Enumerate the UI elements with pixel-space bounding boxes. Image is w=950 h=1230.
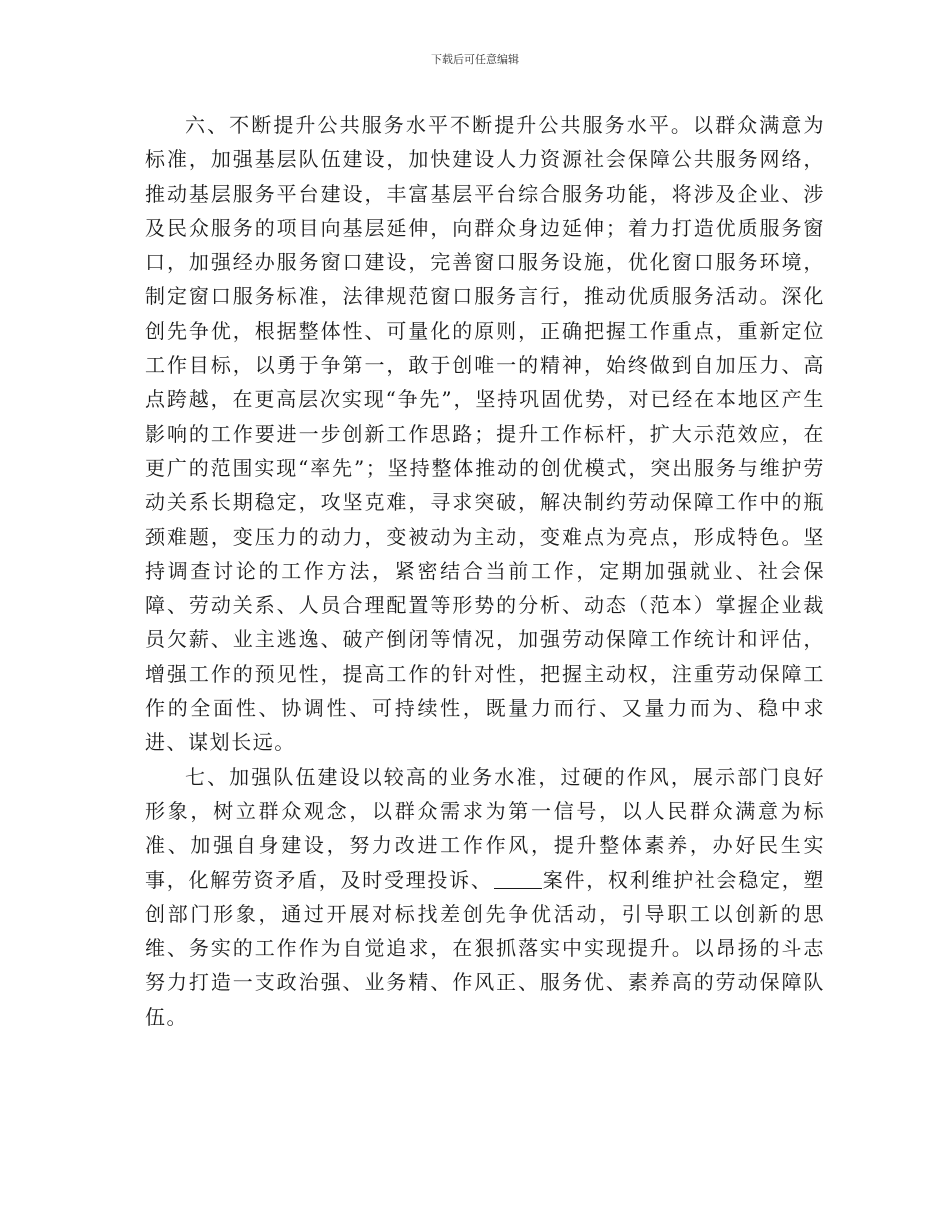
paragraph-section-seven: [145, 760, 825, 1034]
paragraph-text-part-1: 七、加强队伍建设以较高的业务水准，过硬的作风，展示部门良好形象，树立群众观念，以群众需求为第一信号，以人民群众满意为标准、加强自身建设，努力改进工作作风，提升整体素养，办好民生实事，化解劳资矛盾，及时受理投诉、: [145, 764, 825, 892]
fill-in-blank: [494, 870, 542, 889]
paragraph-text-part-2: 案件，权利维护社会稳定，塑创部门形象，通过开展对标找差创先争优活动，引导职工以创新的思维、务实的工作作为自觉追求，在狠抓落实中实现提升。以昂扬的斗志努力打造一支政治强、业务精、作风正、服务优、素养高的劳动保障队伍。: [145, 867, 825, 1029]
document-body: [145, 108, 825, 1034]
page-header: 下载后可任意编辑: [431, 53, 519, 66]
paragraph-section-six: 六、不断提升公共服务水平不断提升公共服务水平。以群众满意为标准，加强基层队伍建设，加快建设人力资源社会保障公共服务网络，推动基层服务平台建设，丰富基层平台综合服务功能，将涉及企业、涉及民众服务的项目向基层延伸，向群众身边延伸；着力打造优质服务窗口，加强经办服务窗口建设，完善窗口服务设施，优化窗口服务环境，制定窗口服务标准，法律规范窗口服务言行，推动优质服务活动。深化创先争优，根据整体性、可量化的原则，正确把握工作重点，重新定位工作目标，以勇于争第一，敢于创唯一的精神，始终做到自加压力、高点跨越，在更高层次实现“争先”，坚持巩固优势，对已经在本地区产生影响的工作要进一步创新工作思路；提升工作标杆，扩大示范效应，在更广的范围实现“率先”；坚持整体推动的创优模式，突出服务与维护劳动关系长期稳定，攻坚克难，寻求突破，解决制约劳动保障工作中的瓶颈难题，变压力的动力，变被动为主动，变难点为亮点，形成特色。坚持调查讨论的工作方法，紧密结合当前工作，定期加强就业、社会保障、劳动关系、人员合理配置等形势的分析、动态（范本）掌握企业裁员欠薪、业主逃逸、破产倒闭等情况，加强劳动保障工作统计和评估，增强工作的预见性，提高工作的针对性，把握主动权，注重劳动保障工作的全面性、协调性、可持续性，既量力而行、又量力而为、稳中求进、谋划长远。: [145, 113, 825, 755]
